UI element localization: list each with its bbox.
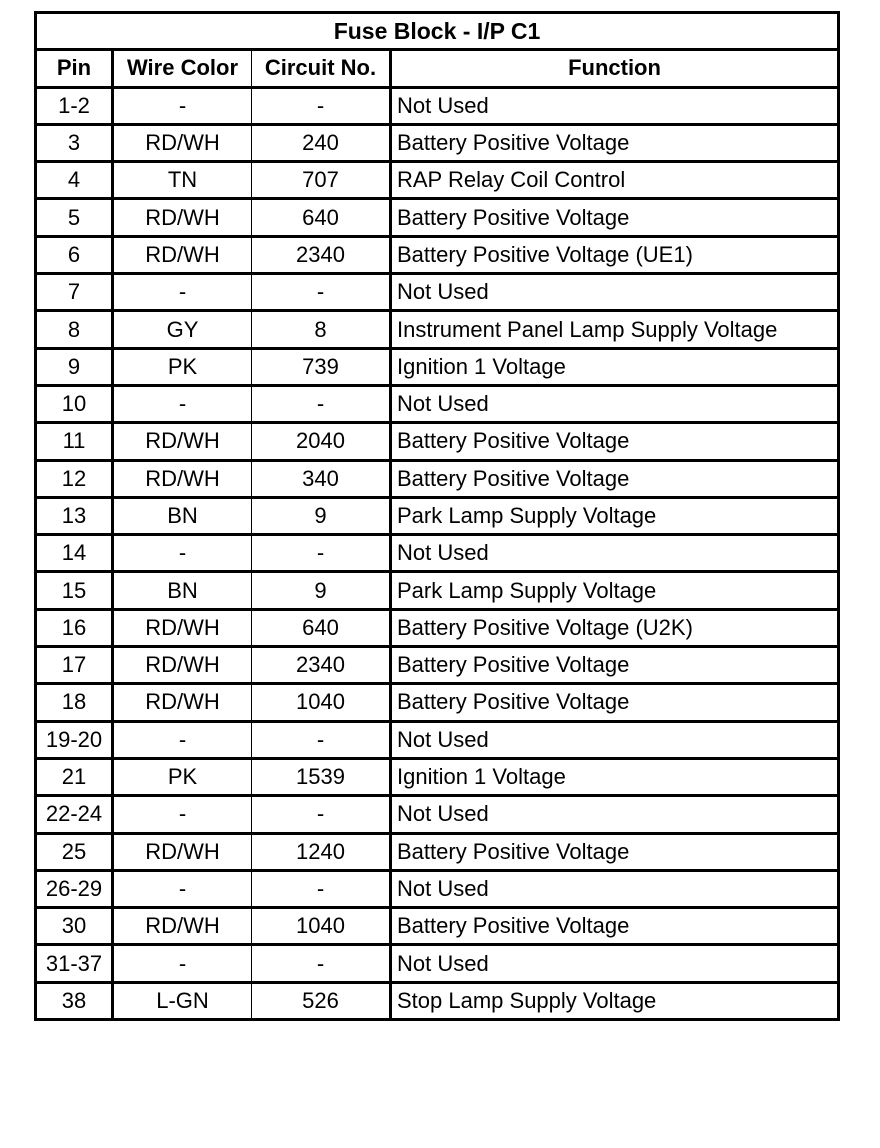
pin-cell: 30	[36, 908, 113, 945]
wire-color-cell: RD/WH	[113, 124, 252, 161]
wire-color-cell: GY	[113, 311, 252, 348]
pin-cell: 5	[36, 199, 113, 236]
table-row	[36, 982, 839, 1019]
circuit-no-cell: 2340	[252, 647, 391, 684]
pin-cell: 15	[36, 572, 113, 609]
pin-cell: 14	[36, 535, 113, 572]
wire-color-cell: -	[113, 945, 252, 982]
function-cell: Battery Positive Voltage	[391, 199, 839, 236]
circuit-no-cell: 1539	[252, 758, 391, 795]
wire-color-cell: BN	[113, 497, 252, 534]
wire-color-cell: -	[113, 87, 252, 124]
function-cell: Battery Positive Voltage	[391, 684, 839, 721]
table-row	[36, 535, 839, 572]
table-row	[36, 647, 839, 684]
pin-cell: 18	[36, 684, 113, 721]
wire-color-cell: RD/WH	[113, 684, 252, 721]
circuit-no-cell: -	[252, 385, 391, 422]
pin-cell: 10	[36, 385, 113, 422]
wire-color-cell: -	[113, 796, 252, 833]
pin-cell: 21	[36, 758, 113, 795]
pin-cell: 7	[36, 274, 113, 311]
table-row	[36, 758, 839, 795]
function-cell: Not Used	[391, 385, 839, 422]
function-cell: Park Lamp Supply Voltage	[391, 572, 839, 609]
function-cell: Not Used	[391, 721, 839, 758]
circuit-no-cell: 340	[252, 460, 391, 497]
pin-cell: 4	[36, 162, 113, 199]
pin-cell: 26-29	[36, 870, 113, 907]
wire-color-cell: RD/WH	[113, 236, 252, 273]
function-cell: Ignition 1 Voltage	[391, 758, 839, 795]
pin-cell: 19-20	[36, 721, 113, 758]
circuit-no-cell: -	[252, 535, 391, 572]
pin-cell: 38	[36, 982, 113, 1019]
circuit-no-cell: 640	[252, 199, 391, 236]
wire-color-cell: BN	[113, 572, 252, 609]
table-row	[36, 385, 839, 422]
function-cell: Battery Positive Voltage (U2K)	[391, 609, 839, 646]
table-body	[36, 87, 839, 1019]
circuit-no-cell: -	[252, 796, 391, 833]
table-row	[36, 311, 839, 348]
circuit-no-cell: -	[252, 945, 391, 982]
header-row	[36, 50, 839, 87]
table-row	[36, 497, 839, 534]
pin-cell: 17	[36, 647, 113, 684]
wire-color-cell: -	[113, 274, 252, 311]
function-cell: Battery Positive Voltage	[391, 124, 839, 161]
circuit-no-cell: 8	[252, 311, 391, 348]
table-row	[36, 870, 839, 907]
circuit-no-cell: 526	[252, 982, 391, 1019]
table-row	[36, 236, 839, 273]
title-row	[36, 13, 839, 50]
connector-pinout-table	[34, 11, 840, 1021]
pin-cell: 16	[36, 609, 113, 646]
table-row	[36, 348, 839, 385]
circuit-no-cell: -	[252, 274, 391, 311]
pin-cell: 8	[36, 311, 113, 348]
wire-color-cell: PK	[113, 348, 252, 385]
pin-cell: 9	[36, 348, 113, 385]
table-row	[36, 796, 839, 833]
wire-color-cell: RD/WH	[113, 199, 252, 236]
pin-cell: 25	[36, 833, 113, 870]
table-row	[36, 572, 839, 609]
table-title: Fuse Block - I/P C1	[36, 13, 839, 50]
wire-color-cell: -	[113, 385, 252, 422]
circuit-no-cell: 2040	[252, 423, 391, 460]
column-header-wire-color: Wire Color	[113, 50, 252, 87]
wire-color-cell: RD/WH	[113, 460, 252, 497]
pin-cell: 11	[36, 423, 113, 460]
wire-color-cell: L-GN	[113, 982, 252, 1019]
wire-color-cell: -	[113, 535, 252, 572]
function-cell: Battery Positive Voltage	[391, 647, 839, 684]
function-cell: Stop Lamp Supply Voltage	[391, 982, 839, 1019]
table-row	[36, 908, 839, 945]
pin-cell: 31-37	[36, 945, 113, 982]
table-head	[36, 13, 839, 88]
function-cell: Not Used	[391, 870, 839, 907]
table-row	[36, 721, 839, 758]
table-row	[36, 684, 839, 721]
table-row	[36, 87, 839, 124]
circuit-no-cell: 1240	[252, 833, 391, 870]
circuit-no-cell: 640	[252, 609, 391, 646]
wire-color-cell: PK	[113, 758, 252, 795]
pin-cell: 12	[36, 460, 113, 497]
wire-color-cell: RD/WH	[113, 833, 252, 870]
pin-cell: 6	[36, 236, 113, 273]
circuit-no-cell: -	[252, 721, 391, 758]
function-cell: Park Lamp Supply Voltage	[391, 497, 839, 534]
column-header-function: Function	[391, 50, 839, 87]
pin-cell: 1-2	[36, 87, 113, 124]
circuit-no-cell: 1040	[252, 908, 391, 945]
function-cell: Not Used	[391, 87, 839, 124]
function-cell: Battery Positive Voltage	[391, 908, 839, 945]
wire-color-cell: RD/WH	[113, 647, 252, 684]
table-row	[36, 833, 839, 870]
column-header-pin: Pin	[36, 50, 113, 87]
pin-cell: 13	[36, 497, 113, 534]
circuit-no-cell: -	[252, 870, 391, 907]
table-row	[36, 460, 839, 497]
table-row	[36, 945, 839, 982]
table-row	[36, 423, 839, 460]
table-row	[36, 199, 839, 236]
wire-color-cell: RD/WH	[113, 908, 252, 945]
table-row	[36, 609, 839, 646]
wire-color-cell: RD/WH	[113, 423, 252, 460]
wire-color-cell: TN	[113, 162, 252, 199]
column-header-circuit-no: Circuit No.	[252, 50, 391, 87]
pin-cell: 3	[36, 124, 113, 161]
function-cell: Not Used	[391, 274, 839, 311]
function-cell: Instrument Panel Lamp Supply Voltage	[391, 311, 839, 348]
wire-color-cell: RD/WH	[113, 609, 252, 646]
circuit-no-cell: 707	[252, 162, 391, 199]
circuit-no-cell: 2340	[252, 236, 391, 273]
circuit-no-cell: 240	[252, 124, 391, 161]
function-cell: Battery Positive Voltage	[391, 460, 839, 497]
function-cell: Not Used	[391, 945, 839, 982]
function-cell: Battery Positive Voltage	[391, 423, 839, 460]
circuit-no-cell: 739	[252, 348, 391, 385]
function-cell: Battery Positive Voltage (UE1)	[391, 236, 839, 273]
circuit-no-cell: 9	[252, 497, 391, 534]
table-row	[36, 274, 839, 311]
circuit-no-cell: -	[252, 87, 391, 124]
wire-color-cell: -	[113, 870, 252, 907]
function-cell: RAP Relay Coil Control	[391, 162, 839, 199]
function-cell: Not Used	[391, 535, 839, 572]
function-cell: Battery Positive Voltage	[391, 833, 839, 870]
pin-cell: 22-24	[36, 796, 113, 833]
wire-color-cell: -	[113, 721, 252, 758]
function-cell: Not Used	[391, 796, 839, 833]
table-row	[36, 162, 839, 199]
circuit-no-cell: 9	[252, 572, 391, 609]
function-cell: Ignition 1 Voltage	[391, 348, 839, 385]
table-row	[36, 124, 839, 161]
circuit-no-cell: 1040	[252, 684, 391, 721]
